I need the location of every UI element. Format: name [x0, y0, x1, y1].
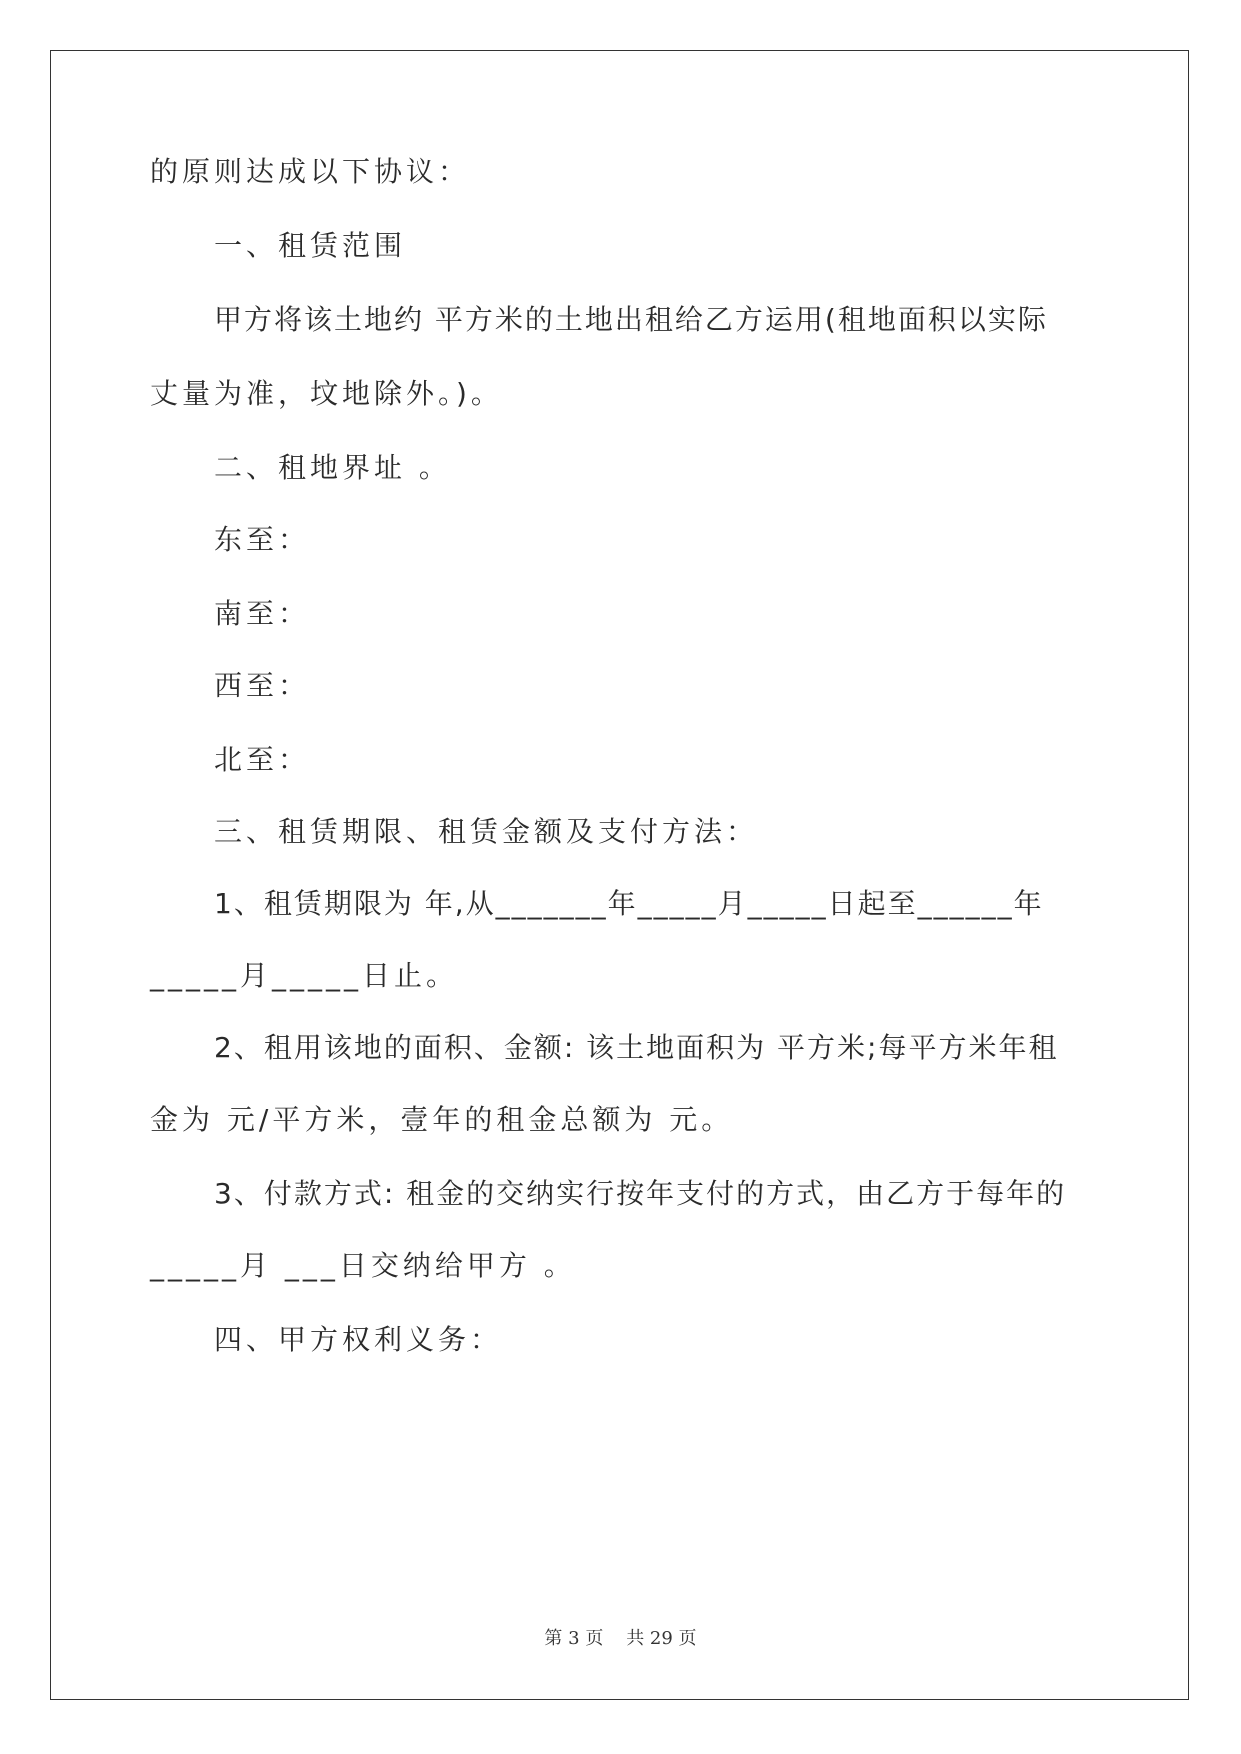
- text-line: 2、租用该地的面积、金额: 该土地面积为 平方米;每平方米年租: [214, 1031, 1059, 1064]
- section-heading: 四、甲方权利义务：: [214, 1323, 503, 1356]
- section-heading: 三、租赁期限、租赁金额及支付方法：: [214, 815, 759, 848]
- text-line: 东至：: [214, 523, 311, 556]
- section-heading: 一、租赁范围: [214, 229, 407, 262]
- text-line: 北至：: [214, 743, 311, 776]
- text-line: 3、付款方式: 租金的交纳实行按年支付的方式，由乙方于每年的: [214, 1177, 1067, 1210]
- page-border: [50, 50, 1189, 1700]
- text-line: 1、租赁期限为 年,从_______年_____月_____日起至______年: [214, 887, 1044, 920]
- text-line: 甲方将该土地约 平方米的土地出租给乙方运用(租地面积以实际: [214, 303, 1048, 336]
- text-line: 金为 元/平方米，壹年的租金总额为 元。: [150, 1103, 734, 1136]
- text-line: 西至：: [214, 669, 311, 702]
- page-number: 第 3 页 共 29 页: [544, 1628, 697, 1649]
- text-line: 南至：: [214, 597, 311, 630]
- text-line: 的原则达成以下协议：: [150, 155, 471, 188]
- text-line: _____月 ___日交纳给甲方 。: [150, 1249, 576, 1282]
- section-heading: 二、租地界址 。: [214, 451, 451, 484]
- text-line: _____月_____日止。: [150, 959, 459, 992]
- text-line: 丈量为准，坟地除外。)。: [150, 377, 503, 410]
